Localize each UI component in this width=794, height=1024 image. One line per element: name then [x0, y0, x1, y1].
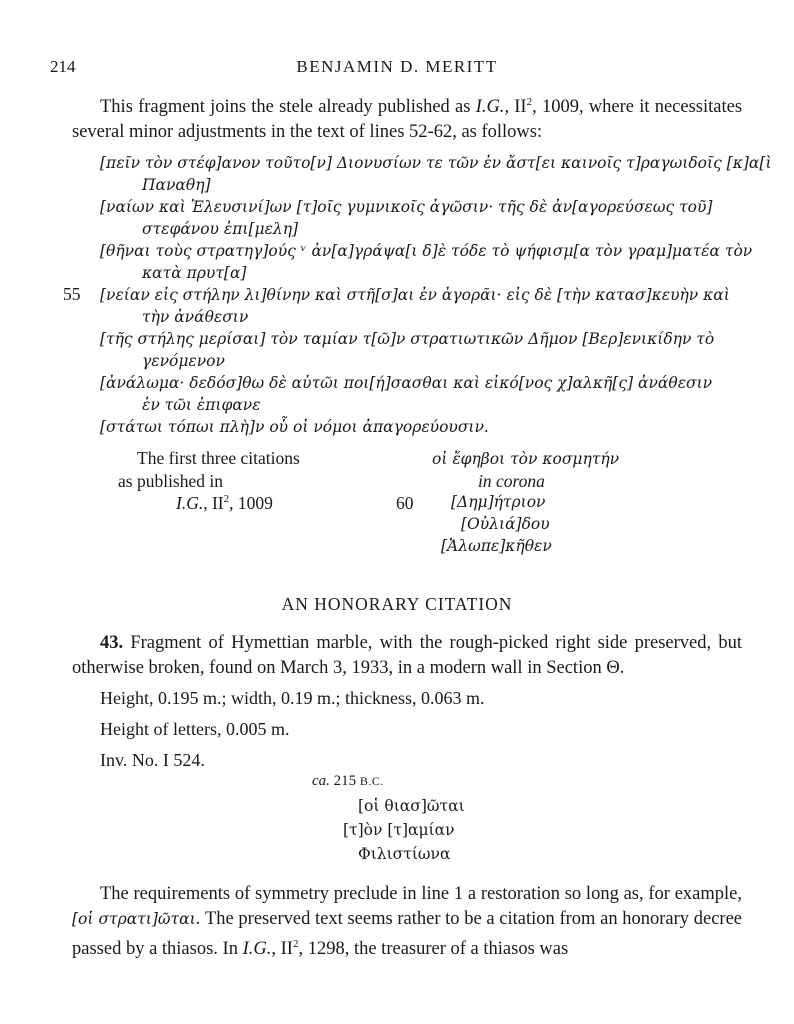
- greek-line-4: [νείαν εἰς στήλην λι]θίνην καὶ στῆ[σ]αι ἐν ἀγορᾶι· εἰς δὲ [τὴν κατασ]κευὴν καὶ: [100, 286, 730, 304]
- line-number-60: 60: [396, 493, 414, 513]
- citation-right-2: in corona: [478, 471, 545, 491]
- entry-number: 43.: [100, 633, 124, 653]
- citation-note-1: The first three citations: [137, 448, 300, 468]
- citation-right-3: [Δημ]ήτριον: [451, 493, 546, 511]
- intro-paragraph: This fragment joins the stele already published as I.G., $II^2$, 1009, where it necessitates several minor adjustments in the text of lines 52-62, as follows:: [72, 96, 743, 143]
- closing-paragraph: The requirements of symmetry preclude in line 1 a restoration so long as, for example, [οἱ στρατι]ῶται. The preserved text seems rather to be a citation from an honorary decree passed by a thiasos. In I.G., $II^2$, 1298, the treasurer of a thiasos was: [72, 884, 743, 960]
- page-number: 214: [50, 57, 76, 76]
- greek-line-7: [στάτωι τόπωι πλὴ]ν οὗ οἱ νόμοι ἀπαγορεύουσιν.: [100, 418, 489, 436]
- line-number-55: 55: [63, 284, 81, 304]
- section-title: AN HONORARY CITATION: [281, 594, 513, 614]
- greek-line-3-cont: κατὰ πρυτ[α]: [142, 264, 247, 282]
- greek-line-6: [ἀνάλωμα· δεδόσ]θω δὲ αὐτῶι ποι[ή]σασθαι καὶ εἰκό[νος χ]αλκῆ[ς] ἀνάθεσιν: [100, 374, 713, 392]
- greek-line-4-cont: τὴν ἀνάθεσιν: [142, 308, 249, 326]
- inscription-line-1: [οἱ θιασ]ῶται: [358, 797, 465, 815]
- greek-line-2: [ναίων καὶ Ἐλευσινί]ων [τ]οῖς γυμνικοῖς ἀγῶσιν· τῆς δὲ ἀν[αγορεύσεως τοῦ]: [100, 198, 713, 216]
- greek-line-3: [θῆναι τοὺς στρατηγ]ούς ᵛ ἀν[α]γράψα[ι δ]ὲ τόδε τὸ ψήφισμ[α τὸν γραμ]ματέα τὸν: [100, 242, 753, 260]
- inscription-line-2: [τ]ὸν [τ]αμίαν: [343, 821, 455, 839]
- inscription-line-3: Φιλιστίωνα: [358, 845, 451, 863]
- greek-line-6-cont: ἐν τῶι ἐπιφανε: [142, 396, 261, 414]
- greek-line-1-cont: Παναθη]: [142, 176, 211, 194]
- citation-right-1: οἱ ἔφηβοι τὸν κοσμητήν: [432, 450, 620, 468]
- running-header: BENJAMIN D. MERITT: [296, 57, 498, 76]
- entry-letter-height: Height of letters, 0.005 m.: [100, 719, 290, 739]
- citation-right-5: [Ἀλωπε]κῆθεν: [441, 537, 552, 555]
- entry-dimensions: Height, 0.195 m.; width, 0.19 m.; thickness, 0.063 m.: [100, 688, 485, 708]
- greek-line-1: [πεῖν τὸν στέφ]ανον τοῦτο[ν] Διονυσίων τε τῶν ἐν ἄστ[ει καινοῖς τ]ραγωιδοῖς [κ]α[ὶ: [100, 154, 772, 172]
- entry-inventory: Inv. No. I 524.: [100, 750, 205, 770]
- citation-note-2: as published in: [118, 471, 223, 491]
- citation-note-3: I.G., $II^2$, 1009: [176, 493, 273, 513]
- greek-line-5-cont: γενόμενον: [142, 352, 225, 370]
- citation-right-4: [Οὐλιά]δου: [461, 515, 550, 533]
- greek-line-5: [τῆς στήλης μερίσαι] τὸν ταμίαν τ[ῶ]ν στρατιωτικῶν Δῆμον [Βερ]ενικίδην τὸ: [100, 330, 715, 348]
- inscription-date: ca. 215 B.C.: [312, 773, 384, 789]
- greek-line-2-cont: στεφάνου ἐπι[μελη]: [142, 220, 299, 238]
- entry-description: 43. Fragment of Hymettian marble, with the rough-picked right side preserved, but otherwise broken, found on March 3, 1933, in a modern wall in Section Θ.: [72, 633, 742, 678]
